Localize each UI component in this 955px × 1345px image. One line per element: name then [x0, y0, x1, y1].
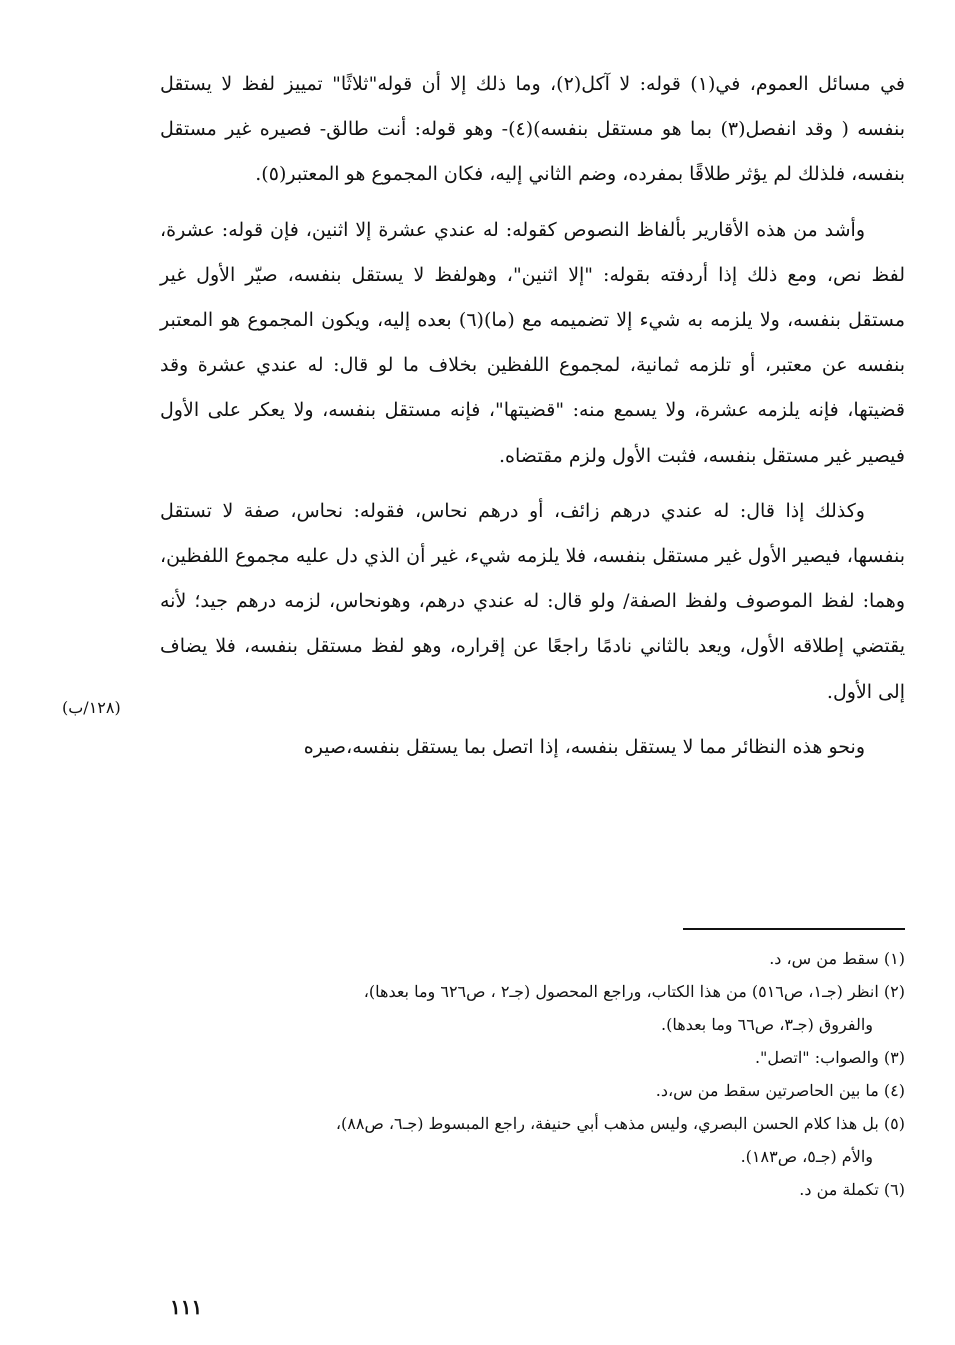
- paragraph-4-text: ونحو هذه النظائر مما لا يستقل بنفسه، إذا اتصل بما يستقل بنفسه،صيره: [303, 735, 865, 758]
- footnote-1: (١) سقط من س، د.: [769, 949, 905, 968]
- paragraph-1: في مسائل العموم، في(١) قوله: لا آكل(٢)، وما ذلك إلا أن قوله"ثلاثًا" تمييز لفظ لا يستقل بنفسه ( وقد انفصل(٣) بما هو مستقل بنفسه)(٤)- وهو قوله: أنت طالق- فصيره غير مستقل بنفسه، فلذلك لم يؤثر طلاقًا بمفرده، وضم الثاني إليه، فكان المجموع هو المعتبر(٥).: [160, 73, 905, 186]
- manuscript-folio-marker: (١٢٨/ب): [62, 698, 121, 717]
- paragraph-4: [160, 725, 905, 770]
- footnote-3: (٣) والصواب: "اتصل".: [754, 1048, 905, 1067]
- footnote-5: (٥) بل هذا كلام الحسن البصري، وليس مذهب أبي حنيفة، راجع المبسوط (جـ٦، ص٨٨)،: [335, 1114, 905, 1133]
- page-number: ١١١: [170, 1295, 203, 1319]
- footnote-4: (٤) ما بين الحاصرتين سقط من س،د.: [655, 1081, 905, 1100]
- footnotes: [160, 942, 905, 1206]
- main-body-text: [160, 62, 905, 770]
- footnote-2-continuation: والفروق (جـ٣، ص٦٦ وما بعدها).: [661, 1015, 873, 1034]
- paragraph-3-text: وكذلك إذا قال: له عندي درهم زائف، أو درهم نحاس، فقوله: نحاس، صفة لا تستقل بنفسها، فيصير الأول غير مستقل بنفسه، فلا يلزمه شيء، غير أن الذي دل عليه مجموع اللفظين، وهما: لفظ الموصوف ولفظ الصفة/ ولو قال: له عندي درهم، وهونحاس، لزمه درهم جيد؛ لأنه يقتضي إطلاقه الأول، ويعد بالثاني نادمًا راجعًا عن إقراره، وهو لفظ مستقل بنفسه، فلا يضاف إلى الأول.: [160, 499, 905, 703]
- paragraph-2: [160, 208, 905, 479]
- footnote-5-continuation: والأم (جـ٥، ص١٨٣).: [740, 1147, 873, 1166]
- footnote-2: (٢) انظر (جـ١، ص٥١٦) من هذا الكتاب، وراجع المحصول (جـ٢ ، ص٦٢٦ وما بعدها)،: [363, 982, 905, 1001]
- footnote-6: (٦) تكملة من د.: [799, 1180, 905, 1199]
- paragraph-2-text: وأشد من هذه الأقارير بألفاظ النصوص كقوله: له عندي عشرة إلا اثنين، فإن قوله: عشرة، لفظ نص، ومع ذلك إذا أردفته بقوله: "إلا اثنين"، وهولفظ لا يستقل بنفسه، صيّر الأول غير مستقل بنفسه، ولا يلزمه به شيء إلا تضميمه مع (ما)(٦) بعده إليه، ويكون المجموع هو المعتبر بنفسه عن معتبر، أو تلزمه ثمانية، لمجموع اللفظين بخلاف ما لو قال: له عندي عشرة وقد قضيتها، فإنه يلزمه عشرة، ولا يسمع منه: "قضيتها"، فإنه مستقل بنفسه، ولا يعكر على الأول فيصير غير مستقل بنفسه، فثبت الأول ولزم مقتضاه.: [160, 218, 906, 467]
- paragraph-3: [160, 489, 905, 715]
- footnote-separator: [683, 928, 905, 930]
